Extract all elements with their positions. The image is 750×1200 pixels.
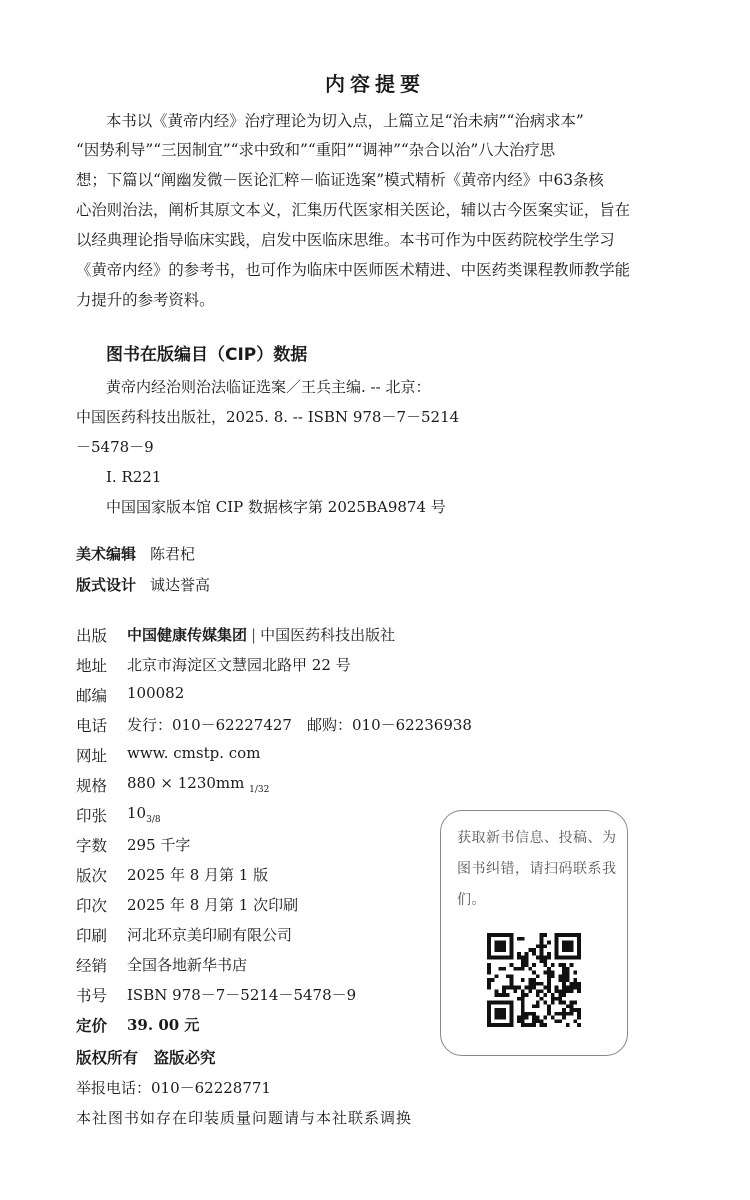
- price-label: 定价: [76, 1017, 108, 1035]
- summary-line: 心治则治法，阐析其原文本义，汇集历代医家相关医论，辅以古今医案实证，旨在: [76, 201, 631, 219]
- address-label: 地址: [76, 657, 108, 675]
- layout-design-label: 版式设计: [76, 576, 137, 594]
- layout-design-value: 诚达誉高: [150, 576, 211, 594]
- art-editor-label: 美术编辑: [76, 545, 137, 563]
- website-value: www. cmstp. com: [127, 744, 261, 762]
- phone-value: 发行：010－62227427 邮购：010－62236938: [127, 716, 472, 734]
- sheets-number: 10: [127, 804, 147, 822]
- cip-line: 中国医药科技出版社，2025. 8. -- ISBN 978－7－5214: [76, 408, 460, 426]
- printing-value: 2025 年 8 月第 1 次印刷: [127, 896, 299, 914]
- sheets-value: [127, 804, 161, 825]
- distributor-label: 经销: [76, 957, 108, 975]
- qr-contact-box: [440, 810, 628, 1056]
- summary-line: 想；下篇以“阐幽发微－医论汇粹－临证选案”模式精析《黄帝内经》中63条核: [76, 171, 604, 189]
- format-label: 规格: [76, 777, 108, 795]
- phone-label: 电话: [76, 717, 108, 735]
- summary-line: “因势利导”“三因制宜”“求中致和”“重阳”“调神”“杂合以治”八大治疗思: [76, 141, 556, 159]
- printer-value: 河北环京美印刷有限公司: [127, 926, 293, 944]
- report-phone: 举报电话：010－62228771: [76, 1079, 271, 1097]
- printing-label: 印次: [76, 897, 108, 915]
- footer-note: 本社图书如存在印装质量问题请与本社联系调换: [76, 1109, 413, 1127]
- format-value: [127, 774, 269, 795]
- copyright-notice: 版权所有 盗版必究: [76, 1049, 216, 1067]
- wordcount-label: 字数: [76, 837, 108, 855]
- website-label: 网址: [76, 747, 108, 765]
- cip-line: 中国国家版本馆 CIP 数据核字第 2025BA9874 号: [106, 498, 446, 516]
- summary-line: 以经典理论指导临床实践，启发中医临床思维。本书可作为中医药院校学生学习: [76, 231, 615, 249]
- cip-line: 黄帝内经治则治法临证选案／王兵主编. -- 北京：: [106, 378, 431, 396]
- postcode-value: 100082: [127, 684, 185, 702]
- cip-title: 图书在版编目（CIP）数据: [106, 345, 308, 365]
- edition-label: 版次: [76, 867, 108, 885]
- format-size: 880 × 1230mm: [127, 774, 245, 792]
- publisher-group: 中国健康传媒集团: [127, 626, 248, 644]
- isbn-label: 书号: [76, 987, 108, 1005]
- cip-line: －5478－9: [76, 438, 154, 456]
- publisher-separator: |: [251, 626, 257, 644]
- publisher-value: [127, 624, 395, 645]
- publisher-label: 出版: [76, 627, 108, 645]
- qr-code-icon[interactable]: [487, 933, 581, 1027]
- publisher-name: 中国医药科技出版社: [260, 626, 396, 644]
- isbn-value: ISBN 978－7－5214－5478－9: [127, 986, 357, 1004]
- address-value: 北京市海淀区文慧园北路甲 22 号: [127, 656, 351, 674]
- sheets-label: 印张: [76, 807, 108, 825]
- postcode-label: 邮编: [76, 687, 108, 705]
- summary-line: 《黄帝内经》的参考书，也可作为临床中医师医术精进、中医药类课程教师教学能: [76, 261, 631, 279]
- summary-line: 力提升的参考资料。: [76, 291, 215, 309]
- edition-value: 2025 年 8 月第 1 版: [127, 866, 269, 884]
- price-value: 39. 00 元: [127, 1016, 200, 1034]
- sheets-fraction: 3/8: [146, 815, 161, 825]
- printer-label: 印刷: [76, 927, 108, 945]
- qr-caption: 获取新书信息、投稿、为图书纠错，请扫码联系我们。: [457, 830, 617, 908]
- summary-line: 本书以《黄帝内经》治疗理论为切入点，上篇立足“治未病”“治病求本”: [106, 112, 584, 130]
- wordcount-value: 295 千字: [127, 836, 191, 854]
- summary-title: 内容提要: [325, 72, 425, 96]
- format-fraction: 1/32: [249, 785, 270, 795]
- distributor-value: 全国各地新华书店: [127, 956, 248, 974]
- art-editor-value: 陈君杞: [150, 545, 196, 563]
- cip-line: Ⅰ. R221: [106, 468, 162, 486]
